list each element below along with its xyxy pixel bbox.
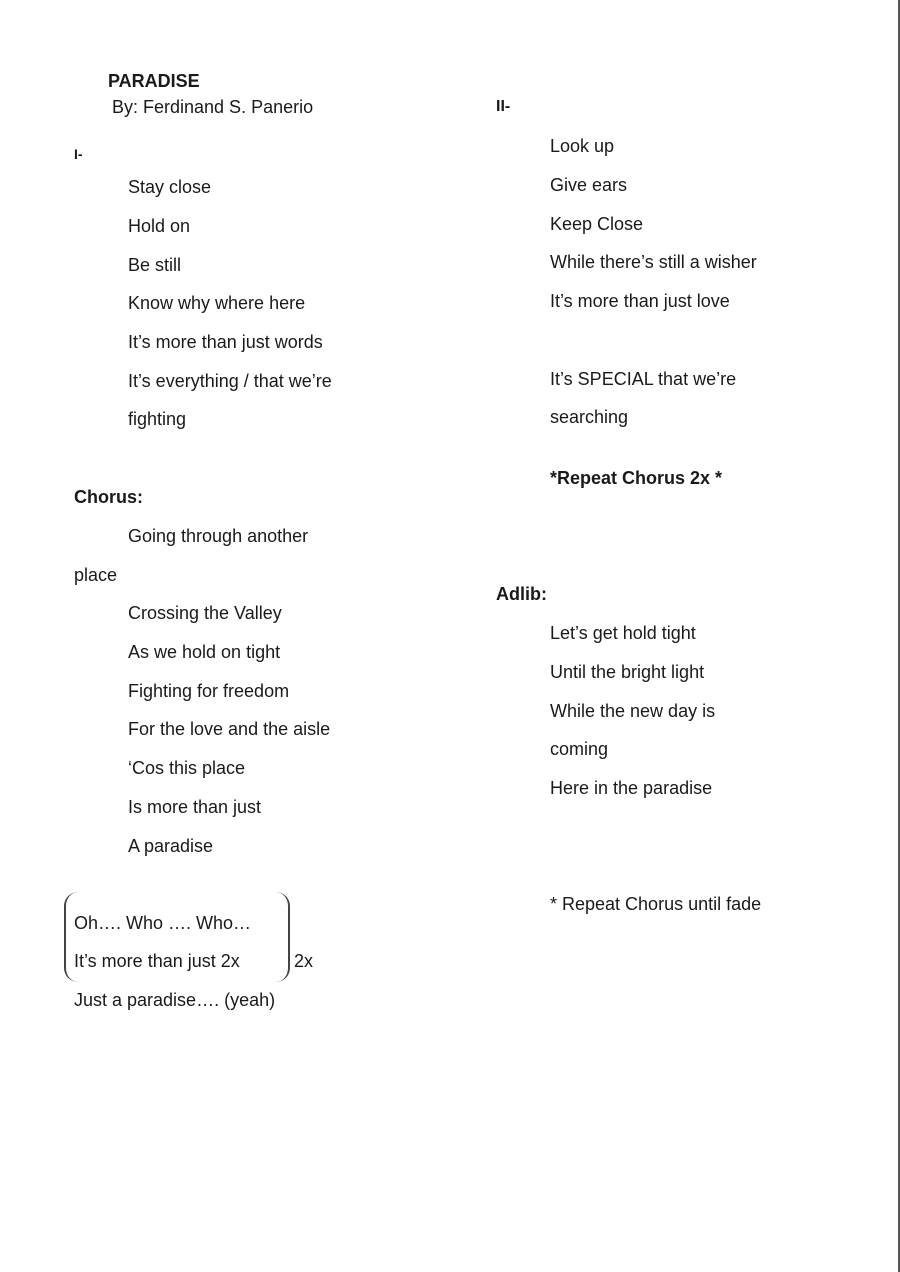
adlib-line: Until the bright light <box>550 662 705 682</box>
tag-repeat-count: 2x <box>294 951 314 971</box>
verse2-line: Look up <box>550 136 615 156</box>
tag-last-line: Just a paradise…. (yeah) <box>74 990 276 1010</box>
adlib-line: While the new day is <box>550 701 716 721</box>
verse2-line: Give ears <box>550 175 628 195</box>
song-title: PARADISE <box>108 71 200 91</box>
song-author: By: Ferdinand S. Panerio <box>112 97 314 117</box>
verse1-line: Be still <box>128 255 182 275</box>
tag-line: It’s more than just 2x <box>74 951 240 971</box>
adlib-label: Adlib: <box>496 584 547 604</box>
verse2-label: II- <box>496 98 511 115</box>
verse1-line: fighting <box>128 409 187 429</box>
chorus-line: As we hold on tight <box>128 642 281 662</box>
verse1-line: Stay close <box>128 177 212 197</box>
chorus-line: A paradise <box>128 836 214 856</box>
chorus-line: For the love and the aisle <box>128 719 331 739</box>
chorus-line: Crossing the Valley <box>128 603 282 623</box>
ending-note: * Repeat Chorus until fade <box>550 894 762 914</box>
chorus-line: Fighting for freedom <box>128 681 290 701</box>
adlib-line: Let’s get hold tight <box>550 623 696 643</box>
bracket-right <box>274 892 290 982</box>
verse2-line: It’s SPECIAL that we’re <box>550 369 737 389</box>
verse2-line: While there’s still a wisher <box>550 252 757 272</box>
verse2-line: Keep Close <box>550 214 644 234</box>
verse1-line: Know why where here <box>128 293 306 313</box>
verse1-line: It’s more than just words <box>128 332 323 352</box>
chorus-line: ‘Cos this place <box>128 758 246 778</box>
adlib-line: coming <box>550 739 609 759</box>
verse2-line: It’s more than just love <box>550 291 730 311</box>
chorus-line: Is more than just <box>128 797 262 817</box>
tag-line: Oh…. Who …. Who… <box>74 913 252 933</box>
chorus-line: place <box>74 565 118 585</box>
adlib-line: Here in the paradise <box>550 778 713 798</box>
verse2-line: searching <box>550 407 629 427</box>
verse1-label: I- <box>74 146 83 162</box>
verse1-line: It’s everything / that we’re <box>128 371 332 391</box>
repeat-chorus-note: *Repeat Chorus 2x * <box>550 468 723 488</box>
chorus-line: Going through another <box>128 526 309 546</box>
verse1-line: Hold on <box>128 216 191 236</box>
chorus-label: Chorus: <box>74 487 143 507</box>
